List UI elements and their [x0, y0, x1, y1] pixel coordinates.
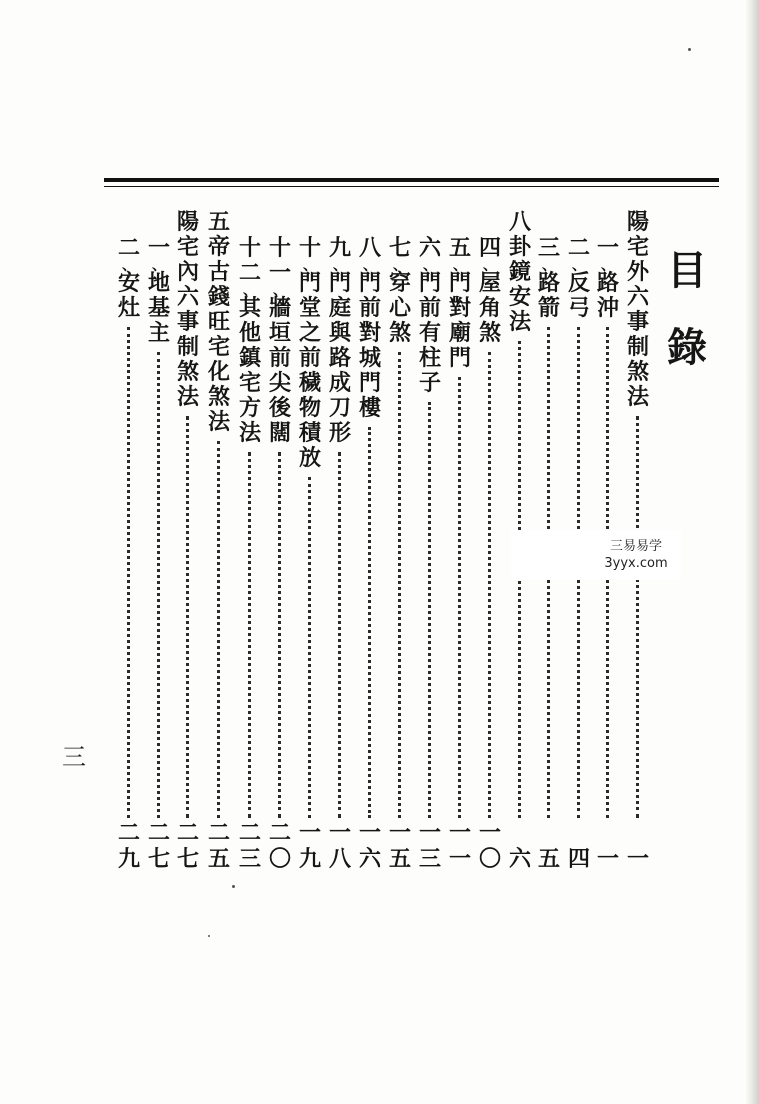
toc-leader-dots	[217, 441, 220, 818]
toc-leader-dots	[368, 427, 371, 818]
toc-entry-page: 一 三	[418, 820, 441, 872]
toc-entry-title: 十 二 、 其 他 鎮 宅 方 法	[238, 235, 261, 446]
toc-entry-page: 四	[567, 846, 590, 872]
header-rule-thick	[104, 178, 719, 182]
toc-entry-title: 二 、 反 弓	[567, 235, 590, 321]
page-title-char-1: 目	[667, 247, 707, 294]
header-rule-thin	[104, 186, 719, 187]
toc-entry-title: 五 、 門 對 廟 門	[448, 235, 471, 371]
toc-entry-title: 六 、 門 前 有 柱 子	[418, 235, 441, 396]
toc-entry-page: 一 八	[328, 820, 351, 872]
toc-entry-page: 一 九	[298, 820, 321, 872]
scan-speck	[688, 48, 691, 51]
toc-entry-title: 三 、 路 箭	[537, 235, 560, 321]
toc-entry-title: 八 、 門 前 對 城 門 樓	[358, 235, 381, 421]
toc-leader-dots	[636, 416, 639, 818]
toc-leader-dots	[186, 416, 189, 818]
toc-entry-page: 一 一	[448, 820, 471, 872]
toc-entry-title: 五 帝 古 錢 旺 宅 化 煞 法	[207, 209, 230, 435]
scan-speck	[232, 885, 235, 888]
page-title-char-2: 錄	[667, 324, 707, 371]
toc-entry-page: 二 三	[238, 820, 261, 872]
toc-leader-dots	[398, 352, 401, 818]
toc-entry-page: 一 五	[388, 820, 411, 872]
page-edge-shadow	[745, 0, 759, 1104]
toc-entry-page: 二 九	[117, 820, 140, 872]
toc-entry-page: 二 七	[147, 820, 170, 872]
toc-entry-page: 一	[626, 846, 649, 872]
toc-entry-title: 四 、 屋 角 煞	[478, 235, 501, 346]
toc-entry-title: 十 一 、 牆 垣 前 尖 後 闊	[268, 235, 291, 446]
toc-leader-dots	[488, 352, 491, 818]
toc-leader-dots	[458, 377, 461, 818]
toc-leader-dots	[428, 402, 431, 818]
toc-entry-page: 二 七	[176, 820, 199, 872]
toc-entry-title: 陽 宅 外 六 事 制 煞 法	[626, 209, 649, 410]
toc-entry-title: 九 、 門 庭 與 路 成 刀 形	[328, 235, 351, 446]
scan-speck	[208, 935, 210, 937]
toc-leader-dots	[338, 452, 341, 818]
toc-leader-dots	[127, 327, 130, 818]
watermark-title: 三易易学	[609, 539, 662, 554]
toc-entry-title: 陽 宅 內 六 事 制 煞 法	[176, 209, 199, 410]
toc-entry-title: 七 、 穿 心 煞	[388, 235, 411, 346]
toc-leader-dots	[248, 452, 251, 818]
toc-entry-title: 八 卦 鏡 安 法	[508, 209, 531, 335]
toc-entry-page: 一	[596, 846, 619, 872]
toc-entry-page: 一 〇	[478, 820, 501, 872]
watermark-url: 3yyx.com	[604, 556, 668, 571]
toc-entry-title: 一 、 路 沖	[596, 235, 619, 321]
toc-entry-page: 一 六	[358, 820, 381, 872]
toc-entry-page: 五	[537, 846, 560, 872]
toc-entry-title: 十 、 門 堂 之 前 穢 物 積 放	[298, 235, 321, 471]
toc-leader-dots	[157, 352, 160, 818]
toc-entry-title: 二 、 安 灶	[117, 235, 140, 321]
toc-entry-page: 六	[508, 846, 531, 872]
page-number: 三	[62, 743, 86, 771]
toc-entry-page: 二 五	[207, 820, 230, 872]
toc-leader-dots	[308, 477, 311, 818]
toc-entry-title: 一 、 地 基 主	[147, 235, 170, 346]
toc-entry-page: 二 〇	[268, 820, 291, 872]
toc-leader-dots	[278, 452, 281, 818]
